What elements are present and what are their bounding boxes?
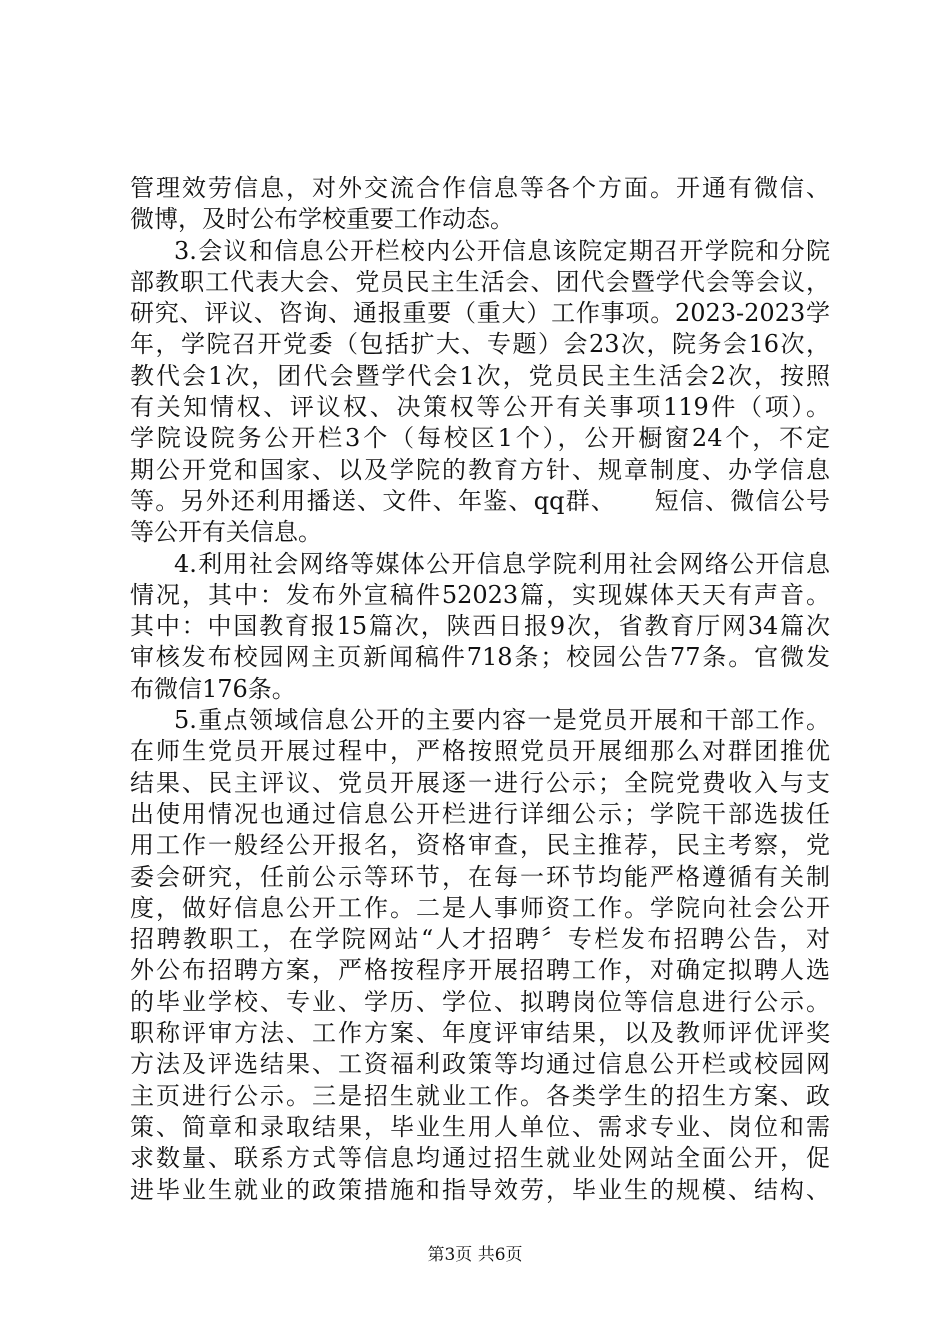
text-line: 求数量、联系方式等信息均通过招生就业处网站全面公开，促 bbox=[130, 1144, 830, 1173]
text-line: 委会研究，任前公示等环节，在每一环节均能严格遵循有关制 bbox=[130, 862, 830, 891]
text-line: 布微信176条。 bbox=[130, 674, 296, 703]
text-line: 情况，其中：发布外宣稿件52023篇，实现媒体天天有声音。 bbox=[130, 580, 830, 609]
text-line: 教代会1次，团代会暨学代会1次，党员民主生活会2次，按照 bbox=[130, 361, 830, 390]
text-line: 在师生党员开展过程中，严格按照党员开展细那么对群团推优 bbox=[130, 737, 830, 766]
text-line: 招聘教职工，在学院网站“人才招聘〞专栏发布招聘公告，对 bbox=[130, 925, 830, 954]
text-line: 职称评审方法、工作方案、年度评审结果，以及教师评优评奖 bbox=[130, 1019, 830, 1048]
text-line: 策、简章和录取结果，毕业生用人单位、需求专业、岗位和需 bbox=[130, 1112, 830, 1141]
text-line: 部教职工代表大会、党员民主生活会、团代会暨学代会等会议， bbox=[130, 267, 830, 296]
text-line: 度，做好信息公开工作。二是人事师资工作。学院向社会公开 bbox=[130, 893, 830, 922]
text-line: 有关知情权、评议权、决策权等公开有关事项119件（项）。 bbox=[130, 393, 830, 422]
text-line: 审核发布校园网主页新闻稿件718条；校园公告77条。官微发 bbox=[130, 643, 830, 672]
text-line: 研究、评议、咨询、通报重要（重大）工作事项。2023-2023学 bbox=[130, 299, 830, 328]
text-line: 主页进行公示。三是招生就业工作。各类学生的招生方案、政 bbox=[130, 1081, 830, 1110]
text-line: 年，学院召开党委（包括扩大、专题）会23次，院务会16次， bbox=[130, 330, 830, 359]
text-line: 管理效劳信息，对外交流合作信息等各个方面。开通有微信、 bbox=[130, 174, 830, 202]
text-line: 等。另外还利用播送、文件、年鉴、qq群、 短信、微信公号 bbox=[130, 486, 830, 515]
text-line: 学院设院务公开栏3个（每校区1个），公开橱窗24个，不定 bbox=[130, 424, 830, 453]
text-line: 其中：中国教育报15篇次，陕西日报9次，省教育厅网34篇次 bbox=[130, 612, 830, 641]
text-line: 结果、民主评议、党员开展逐一进行公示；全院党费收入与支 bbox=[130, 768, 830, 797]
text-line: 4.利用社会网络等媒体公开信息学院利用社会网络公开信息 bbox=[174, 549, 830, 578]
text-line: 外公布招聘方案，严格按程序开展招聘工作，对确定拟聘人选 bbox=[130, 956, 830, 985]
text-line: 的毕业学校、专业、学历、学位、拟聘岗位等信息进行公示。 bbox=[130, 987, 830, 1016]
page-footer: 第3页 共6页 bbox=[427, 1245, 523, 1265]
text-line: 出使用情况也通过信息公开栏进行详细公示；学院干部选拔任 bbox=[130, 799, 830, 828]
text-line: 期公开党和国家、以及学院的教育方针、规章制度、办学信息 bbox=[130, 455, 830, 484]
text-line: 3.会议和信息公开栏校内公开信息该院定期召开学院和分院 bbox=[174, 236, 830, 265]
text-line: 等公开有关信息。 bbox=[130, 518, 322, 547]
text-line: 进毕业生就业的政策措施和指导效劳，毕业生的规模、结构、 bbox=[130, 1175, 830, 1204]
text-line: 方法及评选结果、工资福利政策等均通过信息公开栏或校园网 bbox=[130, 1050, 830, 1079]
text-line: 微博，及时公布学校重要工作动态。 bbox=[130, 205, 514, 234]
document-body bbox=[130, 173, 830, 1206]
text-line: 5.重点领域信息公开的主要内容一是党员开展和干部工作。 bbox=[174, 706, 830, 735]
text-line: 用工作一般经公开报名，资格审查，民主推荐，民主考察，党 bbox=[130, 831, 830, 860]
